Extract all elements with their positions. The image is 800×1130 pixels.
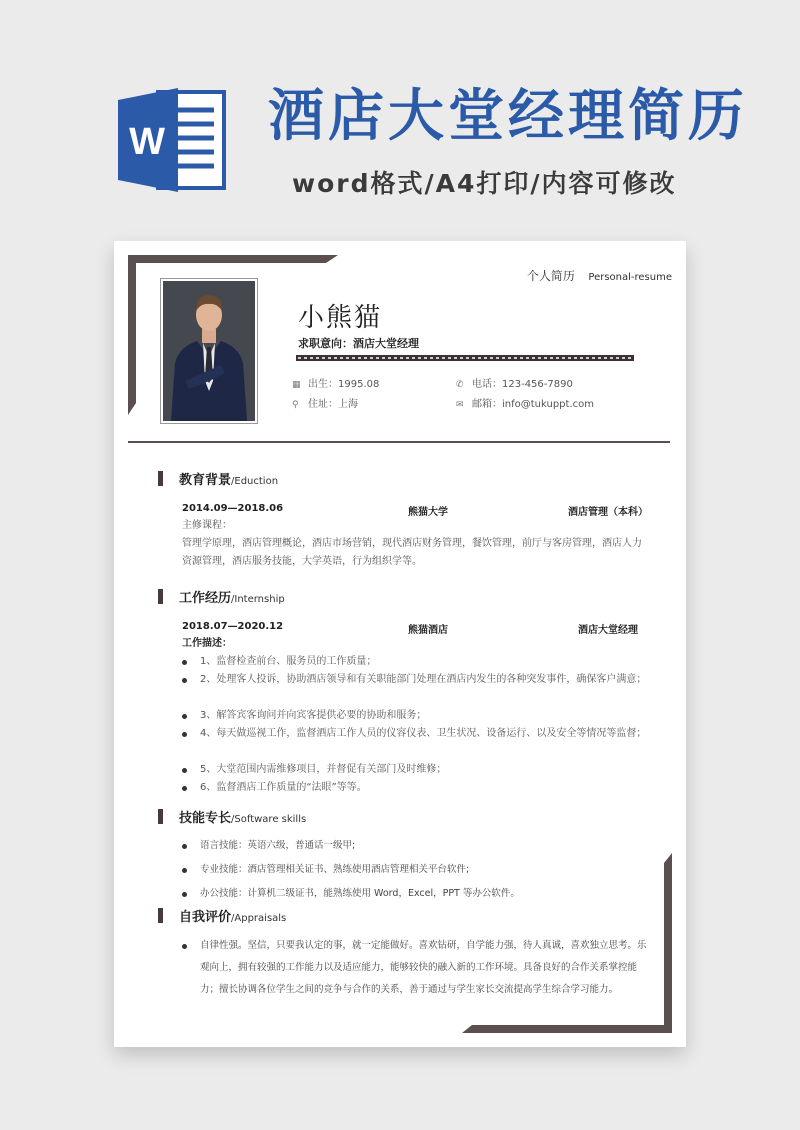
courses-label: 主修课程： — [182, 520, 232, 531]
info-address: ⚲ 住址：上海 — [292, 399, 358, 410]
info-birth: ▦ 出生：1995.08 — [292, 379, 380, 390]
list-item: 专业技能：酒店管理相关证书、熟练使用酒店管理相关平台软件; — [182, 863, 652, 877]
location-pin-icon: ⚲ — [292, 400, 299, 410]
section-marker — [158, 809, 163, 824]
courses-line-2: 资源管理，酒店服务技能，大学英语，行为组织学等。 — [182, 556, 422, 567]
list-item: 5、大堂范围内需维修项目，并督促有关部门及时维修； — [182, 761, 652, 779]
info-email: ✉ 邮箱：info@tukuppt.com — [456, 399, 594, 410]
resume-tag-en: Personal-resume — [588, 272, 672, 283]
section-marker — [158, 589, 163, 604]
section-marker — [158, 471, 163, 486]
banner-title: 酒店大堂经理简历 — [268, 84, 748, 149]
list-item: 语言技能：英语六级，普通话一级甲; — [182, 839, 652, 853]
list-item: 3、解答宾客询问并向宾客提供必要的协助和服务； — [182, 707, 652, 725]
section-evaluation-header: 自我评价/Appraisals — [158, 906, 286, 925]
section-skills-header: 技能专长/Software skills — [158, 807, 306, 826]
resume-tag-cn: 个人简历 — [526, 269, 575, 283]
promo-banner — [0, 0, 800, 230]
education-major: 酒店管理（本科） — [568, 507, 648, 518]
list-item: 6、监督酒店工作质量的“法眼”等等。 — [182, 779, 652, 797]
section-education-header: 教育背景/Eduction — [158, 469, 278, 488]
person-silhouette-icon — [163, 281, 255, 421]
header-divider — [128, 441, 670, 443]
work-position: 酒店大堂经理 — [578, 625, 638, 636]
section-work-header: 工作经历/Internship — [158, 587, 285, 606]
resume-tag — [527, 267, 672, 284]
banner-subtitle: word格式/A4打印/内容可修改 — [292, 169, 677, 198]
svg-text:W: W — [129, 121, 165, 163]
profile-photo — [161, 279, 257, 423]
list-item: 2、处理客人投诉，协助酒店领导和有关职能部门处理在酒店内发生的各种突发事件，确保客户满意； — [182, 671, 652, 689]
work-company: 熊猫酒店 — [408, 625, 448, 636]
education-date: 2014.09—2018.06 — [182, 503, 284, 514]
courses-line-1: 管理学原理，酒店管理概论，酒店市场营销，现代酒店财务管理，餐饮管理，前厅与客房管理，酒店人力 — [182, 538, 642, 549]
list-item: 4、每天做巡视工作，监督酒店工作人员的仪容仪表、卫生状况、设备运行、以及安全等情况等监督； — [182, 725, 652, 743]
decorative-dash-bar — [296, 355, 634, 361]
mail-icon: ✉ — [456, 400, 464, 410]
section-marker — [158, 908, 163, 923]
list-item: 办公技能：计算机二级证书，能熟练使用 Word，Excel，PPT 等办公软件。 — [182, 887, 652, 901]
list-item: 1、监督检查前台、服务员的工作质量； — [182, 653, 652, 671]
education-school: 熊猫大学 — [408, 507, 448, 518]
word-document-icon — [116, 84, 228, 196]
work-date: 2018.07—2020.12 — [182, 621, 284, 632]
job-intent: 求职意向：酒店大堂经理 — [298, 337, 419, 350]
resume-page — [114, 241, 686, 1047]
info-phone: ✆ 电话：123-456-7890 — [456, 379, 573, 390]
evaluation-text: 自律性强。坚信，只要我认定的事，就一定能做好。喜欢钻研，自学能力强，待人真诚，喜欢独立思考。乐观向上，拥有较强的工作能力以及适应能力，能够较快的融入新的工作环境。具备良好的合作关系掌控能力；擅长协调各位学生之间的竞争与合作的关系，善于通过与学生家长交流提高学生综合学习能力。 — [182, 935, 654, 1001]
calendar-icon: ▦ — [292, 380, 301, 390]
candidate-name: 小熊猫 — [298, 303, 383, 333]
phone-icon: ✆ — [456, 380, 464, 390]
work-desc-label: 工作描述： — [182, 638, 232, 649]
